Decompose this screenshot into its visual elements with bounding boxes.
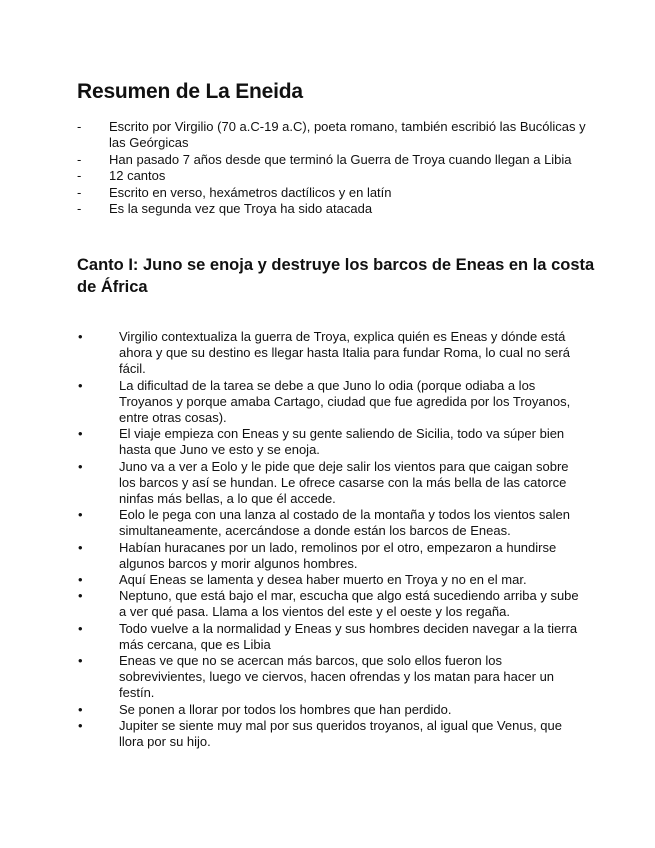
summary-item: • Eneas ve que no se acercan más barcos, que solo ellos fueron los sobrevivientes, luego ve ciervos, hacen ofrendas y los matan para hacer un festín. [77, 653, 583, 702]
summary-item: • Jupiter se siente muy mal por sus queridos troyanos, al igual que Venus, que llora por su hijo. [77, 718, 583, 750]
summary-item: • Todo vuelve a la normalidad y Eneas y sus hombres deciden navegar a la tierra más cercana, que es Libia [77, 621, 583, 653]
section-heading: Canto I: Juno se enoja y destruye los barcos de Eneas en la costa de África [77, 256, 595, 296]
document-title: Resumen de La Eneida [77, 80, 303, 103]
intro-item: - Es la segunda vez que Troya ha sido atacada [77, 201, 587, 217]
intro-list [77, 119, 587, 217]
summary-item: • Juno va a ver a Eolo y le pide que deje salir los vientos para que caigan sobre los barcos y así se hundan. Le ofrece casarse con la más bella de las catorce ninfas más bellas, a lo que él accede. [77, 459, 583, 508]
intro-item: - Han pasado 7 años desde que terminó la Guerra de Troya cuando llegan a Libia [77, 152, 587, 168]
summary-item: • La dificultad de la tarea se debe a que Juno lo odia (porque odiaba a los Troyanos y porque amaba Cartago, ciudad que fue agredida por los Troyanos, entre otras cosas). [77, 378, 583, 427]
summary-item: • Neptuno, que está bajo el mar, escucha que algo está sucediendo arriba y sube a ver qué pasa. Llama a los vientos del este y el oeste y los regaña. [77, 588, 583, 620]
summary-item: • Aquí Eneas se lamenta y desea haber muerto en Troya y no en el mar. [77, 572, 583, 588]
summary-item: • Habían huracanes por un lado, remolinos por el otro, empezaron a hundirse algunos barcos y morir algunos hombres. [77, 540, 583, 572]
intro-item: - Escrito por Virgilio (70 a.C-19 a.C), poeta romano, también escribió las Bucólicas y las Geórgicas [77, 119, 587, 152]
summary-item: • Virgilio contextualiza la guerra de Troya, explica quién es Eneas y dónde está ahora y que su destino es llegar hasta Italia para fundar Roma, lo cual no será fácil. [77, 329, 583, 378]
summary-item: • Se ponen a llorar por todos los hombres que han perdido. [77, 702, 583, 718]
summary-item: • El viaje empieza con Eneas y su gente saliendo de Sicilia, todo va súper bien hasta que Juno ve esto y se enoja. [77, 426, 583, 458]
intro-item: - 12 cantos [77, 168, 587, 184]
intro-item: - Escrito en verso, hexámetros dactílicos y en latín [77, 185, 587, 201]
summary-item: • Eolo le pega con una lanza al costado de la montaña y todos los vientos salen simultaneamente, acercándose a donde están los barcos de Eneas. [77, 507, 583, 539]
canto-summary-list [77, 329, 583, 750]
